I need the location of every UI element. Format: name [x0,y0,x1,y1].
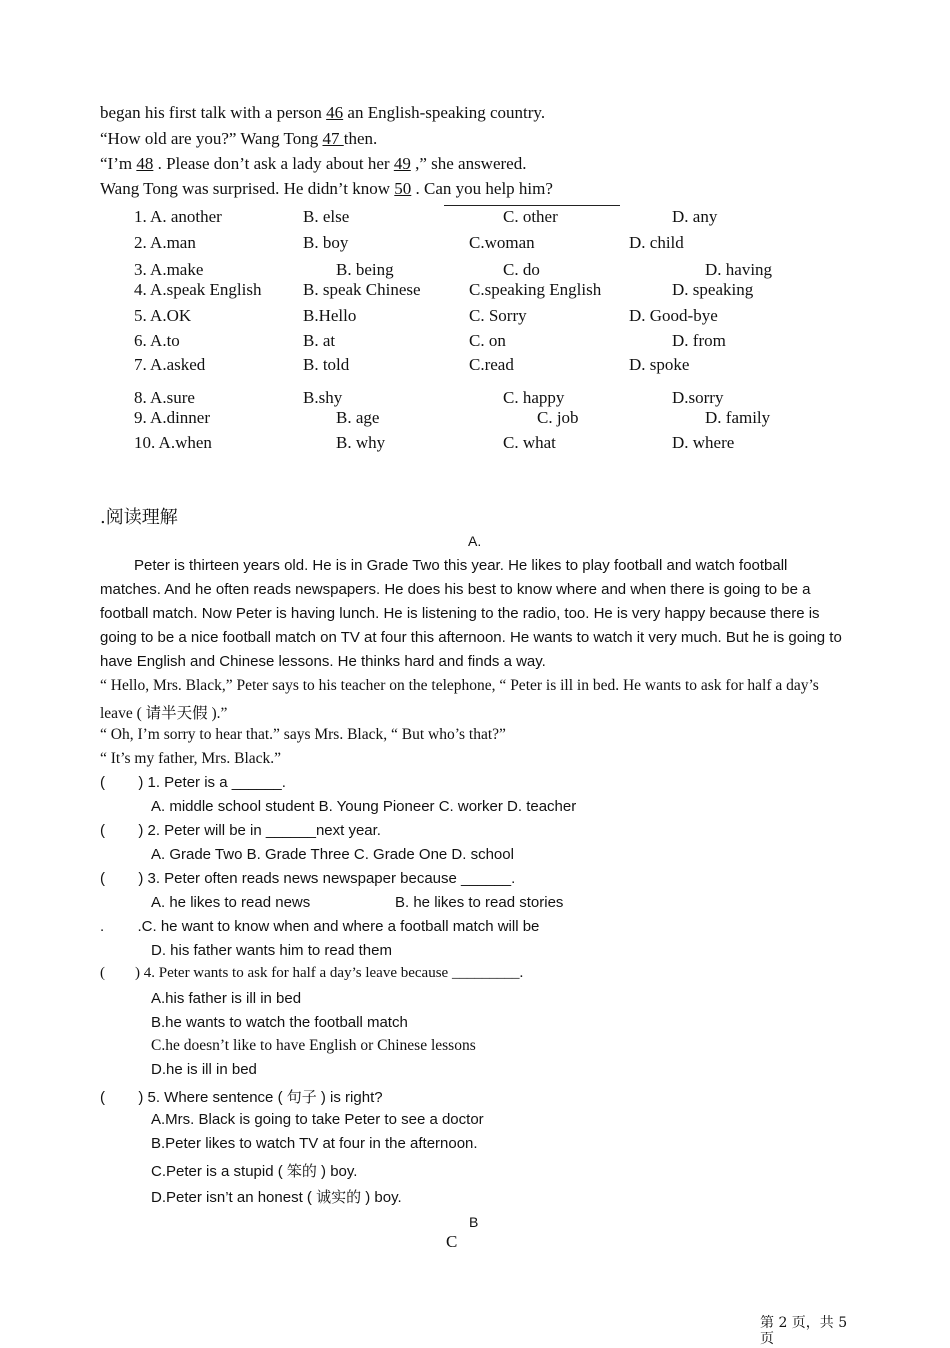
blank-49: 49 [393,154,411,173]
blank-48: 48 [136,154,154,173]
question-option-d: D. his father wants him to read them [151,942,392,959]
option-9-c: C. job [537,408,579,427]
option-8-d: D.sorry [672,388,724,407]
option-1-a: 1. A. another [134,207,222,226]
blank-47: 47 [322,129,344,148]
option-1-c: C. other [503,207,558,226]
option-2-d: D. child [629,233,684,252]
option-8-b: B.shy [303,388,343,407]
option-7-a: 7. A.asked [134,355,206,374]
question-option-a: A.his father is ill in bed [151,990,302,1007]
option-2-b: B. boy [303,233,349,252]
option-5-d: D. Good-bye [629,306,718,325]
option-6-b: B. at [303,331,336,350]
option-6-a: 6. A.to [134,331,180,350]
option-1-b: B. else [303,207,350,226]
page-number-line-1: 第 2 页，共 5 [760,1315,848,1331]
question-option-b: B.he wants to watch the football match [151,1014,408,1031]
option-6-d: D. from [672,331,726,350]
option-5-a: 5. A.OK [134,306,192,325]
option-4-a: 4. A.speak English [134,280,262,299]
question-option-a: A. he likes to read news [151,894,311,911]
option-7-b: B. told [303,355,350,374]
question-option-d: D.Peter isn’t an honest ( 诚实的 ) boy. [151,1189,402,1206]
section-b-label: B [469,1214,479,1230]
option-5-b: B.Hello [303,306,357,325]
option-10-c: C. what [503,433,556,452]
question-stem: ( ) 1. Peter is a ______. [100,774,286,791]
question-stem: ( ) 3. Peter often reads news newspaper because ______. [100,870,516,887]
passage-line: football match. Now Peter is having lunch. He is listening to the radio, too. He is very happy because there is [100,605,820,622]
option-9-a: 9. A.dinner [134,408,211,427]
option-9-b: B. age [336,408,380,427]
option-3-c: C. do [503,260,540,279]
option-3-b: B. being [336,260,394,279]
dialog-line: leave ( 请半天假 ).” [100,705,228,722]
question-options: A. middle school student B. Young Pioneer C. worker D. teacher [151,798,577,815]
question-option-c: . .C. he want to know when and where a football match will be [100,918,540,935]
dialog-line: “ It’s my father, Mrs. Black.” [100,750,282,767]
blank-50: 50 [394,179,412,198]
dialog-line: “ Oh, I’m sorry to hear that.” says Mrs. Black, “ But who’s that?” [100,726,506,743]
page-number-line-2: 页 [760,1331,774,1347]
question-option-d: D.he is ill in bed [151,1061,257,1078]
cloze-line-2: “How old are you?” Wang Tong 47 then. [100,129,378,148]
question-option-b: B.Peter likes to watch TV at four in the afternoon. [151,1135,478,1152]
option-9-d: D. family [705,408,771,427]
option-10-a: 10. A.when [134,433,212,452]
option-3-d: D. having [705,260,773,279]
question-option-c: C.he doesn’t like to have English or Chinese lessons [151,1037,476,1054]
option-3-a: 3. A.make [134,260,204,279]
question-stem: ( ) 5. Where sentence ( 句子 ) is right? [100,1089,383,1106]
option-10-d: D. where [672,433,735,452]
option-8-c: C. happy [503,388,565,407]
passage-line: matches. And he often reads newspapers. He does his best to know where and when there is going to be a [100,581,811,598]
dialog-line: “ Hello, Mrs. Black,” Peter says to his teacher on the telephone, “ Peter is ill in bed. He wants to ask for half a day’s [100,677,819,694]
question-stem: ( ) 4. Peter wants to ask for half a day’s leave because _________. [100,965,524,981]
option-7-c: C.read [469,355,514,374]
blank-46: 46 [326,103,344,122]
cloze-line-4: Wang Tong was surprised. He didn’t know 50 . Can you help him? [100,179,553,198]
option-4-c: C.speaking English [469,280,602,299]
section-heading: .阅读理解 [100,507,178,528]
option-2-c: C.woman [469,233,535,252]
divider-line [444,205,620,206]
option-4-d: D. speaking [672,280,754,299]
question-option-b: B. he likes to read stories [395,894,564,911]
cloze-line-3: “I’m 48 . Please don’t ask a lady about her 49 ,” she answered. [100,154,527,173]
option-1-d: D. any [672,207,718,226]
passage-line: going to be a nice football match on TV at four this afternoon. He wants to watch it very much. But he is going to [100,629,842,646]
question-options: A. Grade Two B. Grade Three C. Grade One D. school [151,846,514,863]
question-stem: ( ) 2. Peter will be in ______next year. [100,822,381,839]
question-option-c: C.Peter is a stupid ( 笨的 ) boy. [151,1163,358,1180]
cloze-line-1: began his first talk with a person 46 an English-speaking country. [100,103,546,122]
option-5-c: C. Sorry [469,306,527,325]
option-4-b: B. speak Chinese [303,280,421,299]
passage-line: Peter is thirteen years old. He is in Grade Two this year. He likes to play football and watch football [134,557,788,574]
option-2-a: 2. A.man [134,233,196,252]
option-7-d: D. spoke [629,355,690,374]
section-a-label: A. [468,533,482,549]
passage-line: have English and Chinese lessons. He thinks hard and finds a way. [100,653,546,670]
option-10-b: B. why [336,433,386,452]
section-c-label: C [446,1232,458,1251]
question-option-a: A.Mrs. Black is going to take Peter to see a doctor [151,1111,484,1128]
option-8-a: 8. A.sure [134,388,195,407]
option-6-c: C. on [469,331,506,350]
